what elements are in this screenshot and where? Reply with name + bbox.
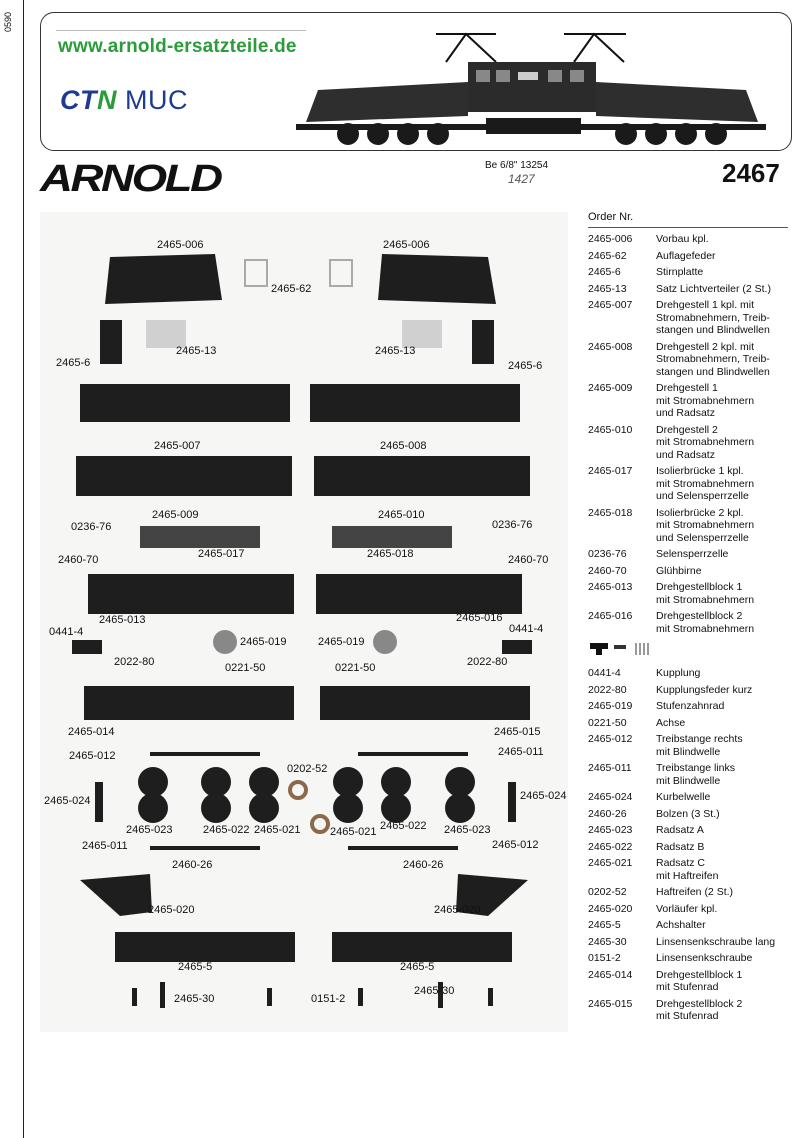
parts-list-group-2 <box>588 667 793 1023</box>
model-designation: Be 6/8" 13254 <box>485 160 549 171</box>
part-label: 2465-023 <box>444 824 491 836</box>
header-rule <box>56 30 306 31</box>
part-row <box>588 667 793 680</box>
part-label: 2465-006 <box>157 239 204 251</box>
part-label: 2465-019 <box>318 636 365 648</box>
part-row <box>588 936 793 949</box>
part-number: 0202-52 <box>588 886 627 898</box>
coupler-icon <box>588 639 658 657</box>
part-number: 2465-007 <box>588 299 633 311</box>
arnold-logo: ARNOLD <box>40 158 221 200</box>
part-row <box>588 998 793 1023</box>
part-number: 2465-013 <box>588 581 633 593</box>
part-number: 2465-010 <box>588 423 633 436</box>
part-label: 0151-2 <box>311 993 346 1005</box>
part-label: 0441-4 <box>49 626 84 638</box>
part-label: 2465-022 <box>203 824 250 836</box>
part-description: Treibstange links mit Blindwelle <box>656 762 735 787</box>
part-label: 2465-012 <box>492 839 539 851</box>
part-number: 2465-020 <box>588 902 633 915</box>
part-row <box>588 250 793 263</box>
logo-muc: MUC <box>125 85 189 115</box>
part-label: 2022-80 <box>114 656 155 668</box>
part-label: 2465-014 <box>68 726 115 738</box>
part-row <box>588 548 793 561</box>
part-description: Glühbirne <box>656 564 702 577</box>
part-number: 2465-017 <box>588 465 633 477</box>
part-label: 2465-021 <box>254 824 301 836</box>
locomotive-illustration <box>296 20 766 148</box>
logo-letter-t: T <box>80 85 97 115</box>
part-row <box>588 808 793 821</box>
part-label: 2465-6 <box>56 357 91 369</box>
part-description: Drehgestell 2 kpl. mit Stromabnehmern, Treib- stangen und Blindwellen <box>656 340 770 378</box>
part-label: 2465-010 <box>378 509 425 521</box>
part-number: 2465-018 <box>588 506 633 519</box>
part-label: 2465-020 <box>434 904 481 916</box>
part-label: 2465-024 <box>44 795 91 807</box>
part-description: Drehgestell 2 mit Stromabnehmern und Radsatz <box>656 423 755 461</box>
part-number: 0441-4 <box>588 667 621 679</box>
part-description: Treibstange rechts mit Blindwelle <box>656 733 743 758</box>
part-label: 2465-013 <box>99 614 146 626</box>
part-row <box>588 952 793 965</box>
part-number: 2465-13 <box>588 282 627 295</box>
logo-letter-c: C <box>60 85 80 115</box>
part-row <box>588 233 793 246</box>
part-label: 2465-008 <box>380 440 427 452</box>
part-description: Isolierbrücke 1 kpl. mit Stromabnehmern und Selensperrzelle <box>656 465 755 502</box>
part-description: Linsensenkschraube <box>656 952 753 964</box>
part-description: Kurbelwelle <box>656 791 711 803</box>
part-number: 2465-011 <box>588 762 632 774</box>
part-label: 0441-4 <box>509 623 544 635</box>
part-number: 2465-5 <box>588 919 621 931</box>
part-row <box>588 581 793 606</box>
part-description: Satz Lichtverteiler (2 St.) <box>656 282 771 295</box>
article-number: 2467 <box>722 158 780 188</box>
part-number: 0151-2 <box>588 952 621 964</box>
part-number: 2465-015 <box>588 997 633 1010</box>
part-description: Kupplungsfeder kurz <box>656 683 753 696</box>
part-number: 2465-019 <box>588 700 633 712</box>
part-row <box>588 717 793 730</box>
part-label: 2465-62 <box>271 283 312 295</box>
part-label: 0236-76 <box>492 519 533 531</box>
part-label: 2465-5 <box>178 961 213 973</box>
part-row <box>588 791 793 804</box>
part-label: 2460-70 <box>58 554 99 566</box>
part-label: 2465-022 <box>380 820 427 832</box>
part-row <box>588 903 793 916</box>
part-row <box>588 733 793 758</box>
part-label: 2460-70 <box>508 554 549 566</box>
part-label: 2022-80 <box>467 656 508 668</box>
part-label: 2465-006 <box>383 239 430 251</box>
part-label: 2465-017 <box>198 548 245 560</box>
order-header-rule <box>588 227 788 228</box>
part-label: 0221-50 <box>225 662 266 674</box>
part-row <box>588 919 793 932</box>
binding-margin-line <box>23 0 24 1138</box>
part-label: 2465-30 <box>414 985 455 997</box>
part-row <box>588 424 793 462</box>
part-number: 2465-009 <box>588 382 633 394</box>
part-row <box>588 610 793 635</box>
logo-letter-n: N <box>97 85 117 115</box>
order-number-header: Order Nr. <box>588 211 634 223</box>
part-row <box>588 507 793 545</box>
part-row <box>588 857 793 882</box>
part-description: Drehgestellblock 2 mit Stufenrad <box>656 997 743 1022</box>
part-label: 2465-020 <box>148 904 195 916</box>
part-description: Radsatz A <box>656 824 704 836</box>
part-number: 2465-6 <box>588 266 621 278</box>
part-label: 2465-023 <box>126 824 173 836</box>
part-description: Stirnplatte <box>656 266 704 278</box>
part-label: 2465-024 <box>520 790 567 802</box>
website-url[interactable]: www.arnold-ersatzteile.de <box>58 36 297 57</box>
part-label: 2465-011 <box>82 840 128 852</box>
part-number: 2465-022 <box>588 840 633 853</box>
part-label: 2465-13 <box>176 345 217 357</box>
part-description: Achse <box>656 716 686 729</box>
part-label: 2465-009 <box>152 509 199 521</box>
part-label: 2465-6 <box>508 360 543 372</box>
part-row <box>588 465 793 503</box>
part-number: 2460-26 <box>588 807 627 820</box>
part-row <box>588 762 793 787</box>
part-label: 2465-019 <box>240 636 287 648</box>
part-description: Achshalter <box>656 919 706 931</box>
handwritten-note: 1427 <box>508 172 535 186</box>
part-description: Drehgestellblock 1 mit Stromabnehmern <box>656 581 755 606</box>
part-label: 0221-50 <box>335 662 376 674</box>
part-row <box>588 886 793 899</box>
part-description: Isolierbrücke 2 kpl. mit Stromabnehmern und Selensperrzelle <box>656 506 755 544</box>
part-row <box>588 299 793 337</box>
parts-list-group-1 <box>588 233 793 635</box>
part-number: 0221-50 <box>588 716 627 729</box>
part-label: 2465-30 <box>174 993 215 1005</box>
part-label: 2465-016 <box>456 612 503 624</box>
part-label: 2465-021 <box>330 826 377 838</box>
part-number: 2465-30 <box>588 935 627 948</box>
part-label: 2460-26 <box>172 859 213 871</box>
part-description: Radsatz C mit Haftreifen <box>656 857 719 882</box>
part-label: 2465-007 <box>154 440 201 452</box>
parts-list <box>588 233 793 1027</box>
part-number: 2465-021 <box>588 857 633 869</box>
part-row <box>588 841 793 854</box>
part-row <box>588 382 793 420</box>
part-row <box>588 266 793 279</box>
part-number: 2465-024 <box>588 791 633 803</box>
part-number: 2465-014 <box>588 968 633 981</box>
part-label: 2460-26 <box>403 859 444 871</box>
part-number: 0236-76 <box>588 548 627 560</box>
part-number: 2465-008 <box>588 340 633 353</box>
part-number: 2465-023 <box>588 824 633 836</box>
part-description: Selensperrzelle <box>656 548 729 560</box>
part-row <box>588 969 793 994</box>
part-description: Drehgestellblock 2 mit Stromabnehmern <box>656 610 755 635</box>
part-label: 0236-76 <box>71 521 112 533</box>
part-row <box>588 565 793 578</box>
part-description: Linsensenkschraube lang <box>656 935 776 948</box>
part-row <box>588 700 793 713</box>
part-row <box>588 824 793 837</box>
part-number: 2465-006 <box>588 233 633 245</box>
part-number: 2465-62 <box>588 249 627 262</box>
ctn-muc-logo <box>60 85 188 116</box>
margin-code: 0590 <box>3 12 13 33</box>
part-label: 2465-012 <box>69 750 116 762</box>
part-label: 2465-13 <box>375 345 416 357</box>
part-description: Vorläufer kpl. <box>656 902 718 915</box>
part-label: 2465-015 <box>494 726 541 738</box>
part-description: Drehgestell 1 mit Stromabnehmern und Radsatz <box>656 382 755 419</box>
part-description: Kupplung <box>656 667 701 679</box>
part-number: 2465-012 <box>588 733 633 745</box>
part-row <box>588 283 793 296</box>
part-number: 2022-80 <box>588 683 627 696</box>
part-description: Radsatz B <box>656 840 705 853</box>
part-description: Bolzen (3 St.) <box>656 807 720 820</box>
part-row <box>588 341 793 379</box>
part-number: 2465-016 <box>588 610 633 622</box>
part-label: 2465-011 <box>498 746 544 758</box>
part-description: Auflagefeder <box>656 249 716 262</box>
part-label: 2465-018 <box>367 548 414 560</box>
part-row <box>588 684 793 697</box>
part-description: Haftreifen (2 St.) <box>656 886 734 898</box>
part-number: 2460-70 <box>588 564 627 577</box>
part-description: Drehgestell 1 kpl. mit Stromabnehmern, Treib- stangen und Blindwellen <box>656 299 770 336</box>
part-label: 2465-5 <box>400 961 435 973</box>
part-description: Vorbau kpl. <box>656 233 709 245</box>
part-label: 0202-52 <box>287 763 328 775</box>
part-description: Stufenzahnrad <box>656 700 725 712</box>
part-description: Drehgestellblock 1 mit Stufenrad <box>656 968 743 993</box>
